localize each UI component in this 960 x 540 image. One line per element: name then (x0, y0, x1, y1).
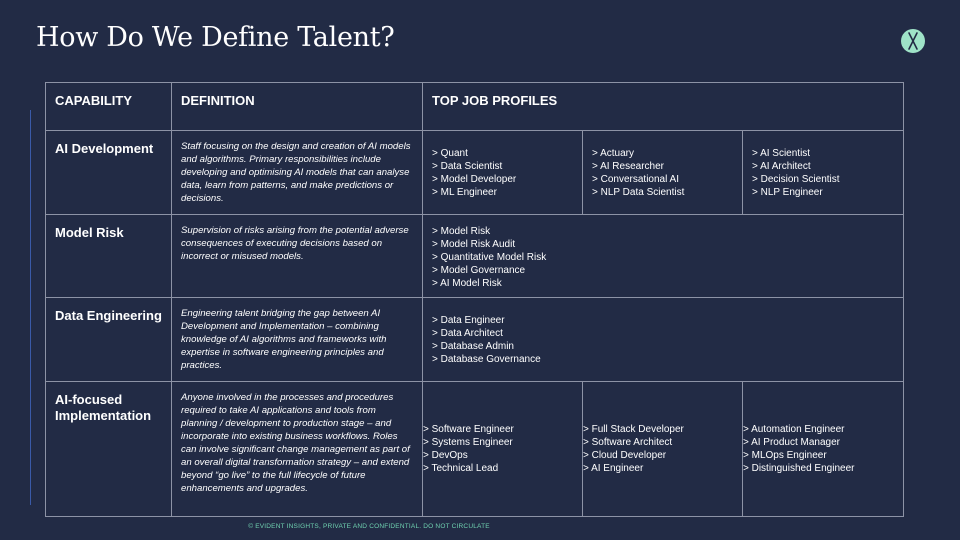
confidentiality-footer: © EVIDENT INSIGHTS, PRIVATE AND CONFIDENTIAL. DO NOT CIRCULATE (248, 523, 490, 530)
profiles-cell (743, 382, 904, 517)
side-accent-line (30, 110, 31, 505)
job-profile: > Model Developer (432, 174, 517, 185)
job-profile: > AI Engineer (583, 463, 644, 474)
job-profile: > AI Model Risk (432, 278, 502, 289)
job-profile: > Model Risk (432, 226, 491, 237)
job-profile: > Distinguished Engineer (743, 463, 855, 474)
job-profile: > Automation Engineer (743, 424, 845, 435)
job-profile: > Model Governance (432, 265, 526, 276)
job-profile: > Cloud Developer (583, 450, 667, 461)
header-profiles: TOP JOB PROFILES (423, 83, 904, 131)
table-header-row (46, 83, 904, 131)
page-title: How Do We Define Talent? (36, 22, 395, 53)
table-row (46, 131, 904, 215)
job-profile: > AI Researcher (592, 161, 664, 172)
job-profile: > Software Architect (583, 437, 673, 448)
talent-table (45, 82, 904, 517)
definition-cell: Anyone involved in the processes and procedures required to take AI applications and tools from planning / development to production stage – and incorporate into existing business workflows. Roles can involve significant change management as part of an overall digital transformation strategy – and extend beyond “go live” to the full lifecycle of future enhancements and upgrades. (172, 382, 423, 517)
job-profile: > Data Architect (432, 328, 503, 339)
job-profile: > AI Architect (752, 161, 811, 172)
job-profile: > Model Risk Audit (432, 239, 516, 250)
job-profile: > Full Stack Developer (583, 424, 684, 435)
profiles-cell (743, 131, 904, 215)
job-profile: > NLP Data Scientist (592, 187, 685, 198)
job-profile: > Database Governance (432, 354, 541, 365)
job-profile: > Software Engineer (423, 424, 514, 435)
header-definition: DEFINITION (172, 83, 423, 131)
job-profile: > Quant (432, 148, 468, 159)
job-profile: > Conversational AI (592, 174, 679, 185)
job-profile: > DevOps (423, 450, 468, 461)
job-profile: > Technical Lead (423, 463, 499, 474)
capability-cell: AI-focused Implementation (46, 382, 172, 517)
job-profile: > MLOps Engineer (743, 450, 827, 461)
definition-cell: Supervision of risks arising from the potential adverse consequences of executing decisions based on incorrect or misused models. (172, 215, 423, 298)
profiles-cell (583, 131, 743, 215)
profiles-cell (423, 215, 904, 298)
job-profile: > ML Engineer (432, 187, 497, 198)
job-profile: > Systems Engineer (423, 437, 513, 448)
profiles-cell (583, 382, 743, 517)
job-profile: > Database Admin (432, 341, 514, 352)
job-profile: > Decision Scientist (752, 174, 840, 185)
capability-cell: AI Development (46, 131, 172, 215)
evident-logo-icon (901, 29, 925, 53)
profiles-cell (423, 298, 904, 382)
job-profile: > AI Scientist (752, 148, 811, 159)
job-profile: > AI Product Manager (743, 437, 841, 448)
job-profile: > Data Engineer (432, 315, 505, 326)
job-profile: > Actuary (592, 148, 634, 159)
job-profile: > NLP Engineer (752, 187, 823, 198)
profiles-cell (423, 131, 583, 215)
table-row (46, 382, 904, 517)
header-capability: CAPABILITY (46, 83, 172, 131)
capability-cell: Model Risk (46, 215, 172, 298)
table-row (46, 215, 904, 298)
job-profile: > Data Scientist (432, 161, 503, 172)
table-row (46, 298, 904, 382)
definition-cell: Staff focusing on the design and creation of AI models and algorithms. Primary responsibilities include developing and optimising AI models that can analyse data, learn from patterns, and make predictions or decisions. (172, 131, 423, 215)
capability-cell: Data Engineering (46, 298, 172, 382)
definition-cell: Engineering talent bridging the gap between AI Development and Implementation – combining knowledge of AI algorithms and frameworks with expertise in software engineering principles and practices. (172, 298, 423, 382)
job-profile: > Quantitative Model Risk (432, 252, 547, 263)
profiles-cell (423, 382, 583, 517)
